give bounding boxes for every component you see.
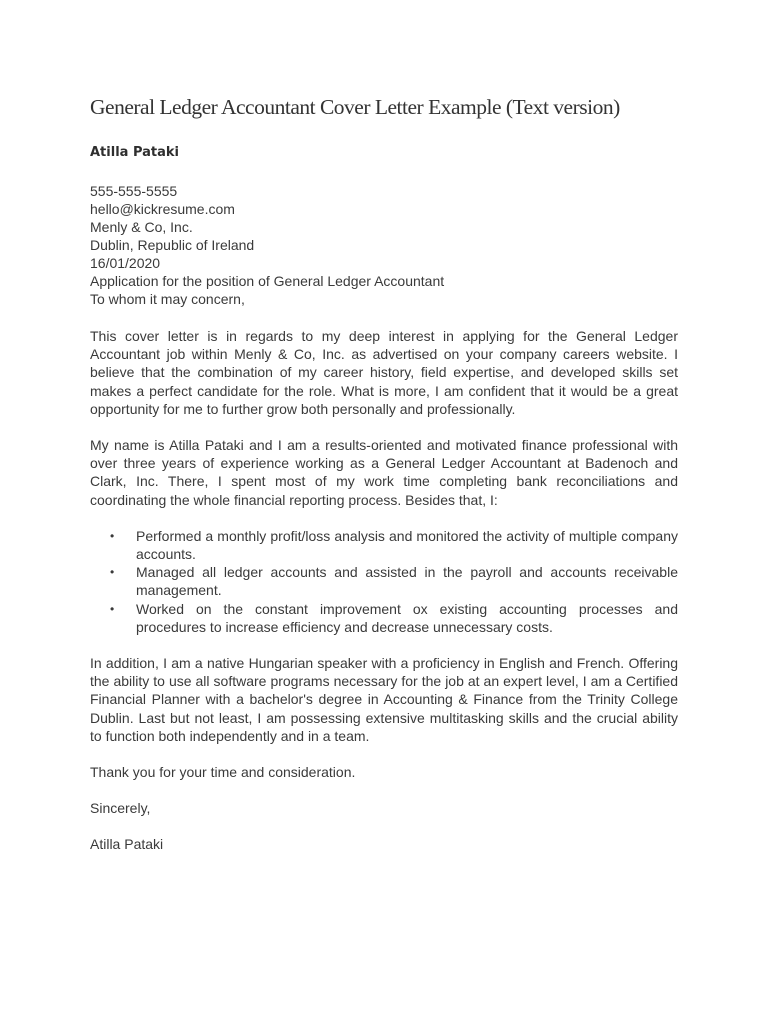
company-name: Menly & Co, Inc. <box>90 219 193 235</box>
bullet-icon: • <box>110 528 115 543</box>
list-item-text: Worked on the constant improvement ox existing accounting processes and procedures to increase efficiency and decrease unnecessary costs. <box>136 600 678 635</box>
paragraph-skills: In addition, I am a native Hungarian speaker with a proficiency in English and French. Offering the ability to use all software programs necessary for the job at an expert level, I am a Certified Financial Planner with a bachelor's degree in Accounting & Finance from the Trinity College Dublin. Last but not least, I am possessing extensive multitasking skills and the crucial ability to function both independently and in a team. <box>90 655 678 744</box>
closing-line: Sincerely, <box>90 800 151 817</box>
list-item-text: Managed all ledger accounts and assisted in the payroll and accounts receivable management. <box>136 564 678 599</box>
bullet-icon: • <box>110 601 115 616</box>
bullet-icon: • <box>110 565 115 580</box>
salutation: To whom it may concern, <box>90 291 245 307</box>
thank-you-line: Thank you for your time and consideration. <box>90 764 356 781</box>
company-location: Dublin, Republic of Ireland <box>90 237 255 253</box>
list-item <box>90 563 678 599</box>
cover-letter-page <box>90 94 678 871</box>
list-item <box>90 527 678 563</box>
document-title: General Ledger Accountant Cover Letter Example (Text version) <box>90 95 620 119</box>
signature-name: Atilla Pataki <box>90 836 164 853</box>
achievement-list <box>90 527 678 636</box>
phone-number: 555-555-5555 <box>90 183 178 199</box>
paragraph-intro: This cover letter is in regards to my deep interest in applying for the General Ledger Accountant job within Menly & Co, Inc. as advertised on your company careers website. I believe that the combination of my career history, field expertise, and developed skills set makes a perfect candidate for the role. What is more, I am confident that it would be a great opportunity for me to further grow both personally and professionally. <box>90 328 678 417</box>
paragraph-experience: My name is Atilla Pataki and I am a results-oriented and motivated finance professional with over three years of experience working as a General Ledger Accountant at Badenoch and Clark, Inc. There, I spent most of my work time completing bank reconciliations and coordinating the whole financial reporting process. Besides that, I: <box>90 437 678 508</box>
application-subject: Application for the position of General Ledger Accountant <box>90 273 445 289</box>
list-item-text: Performed a monthly profit/loss analysis and monitored the activity of multiple company accounts. <box>136 527 678 563</box>
email-address: hello@kickresume.com <box>90 201 235 217</box>
sender-name: Atilla Pataki <box>90 145 179 160</box>
list-item <box>90 600 678 636</box>
letter-date: 16/01/2020 <box>90 255 161 271</box>
contact-block <box>90 182 678 308</box>
